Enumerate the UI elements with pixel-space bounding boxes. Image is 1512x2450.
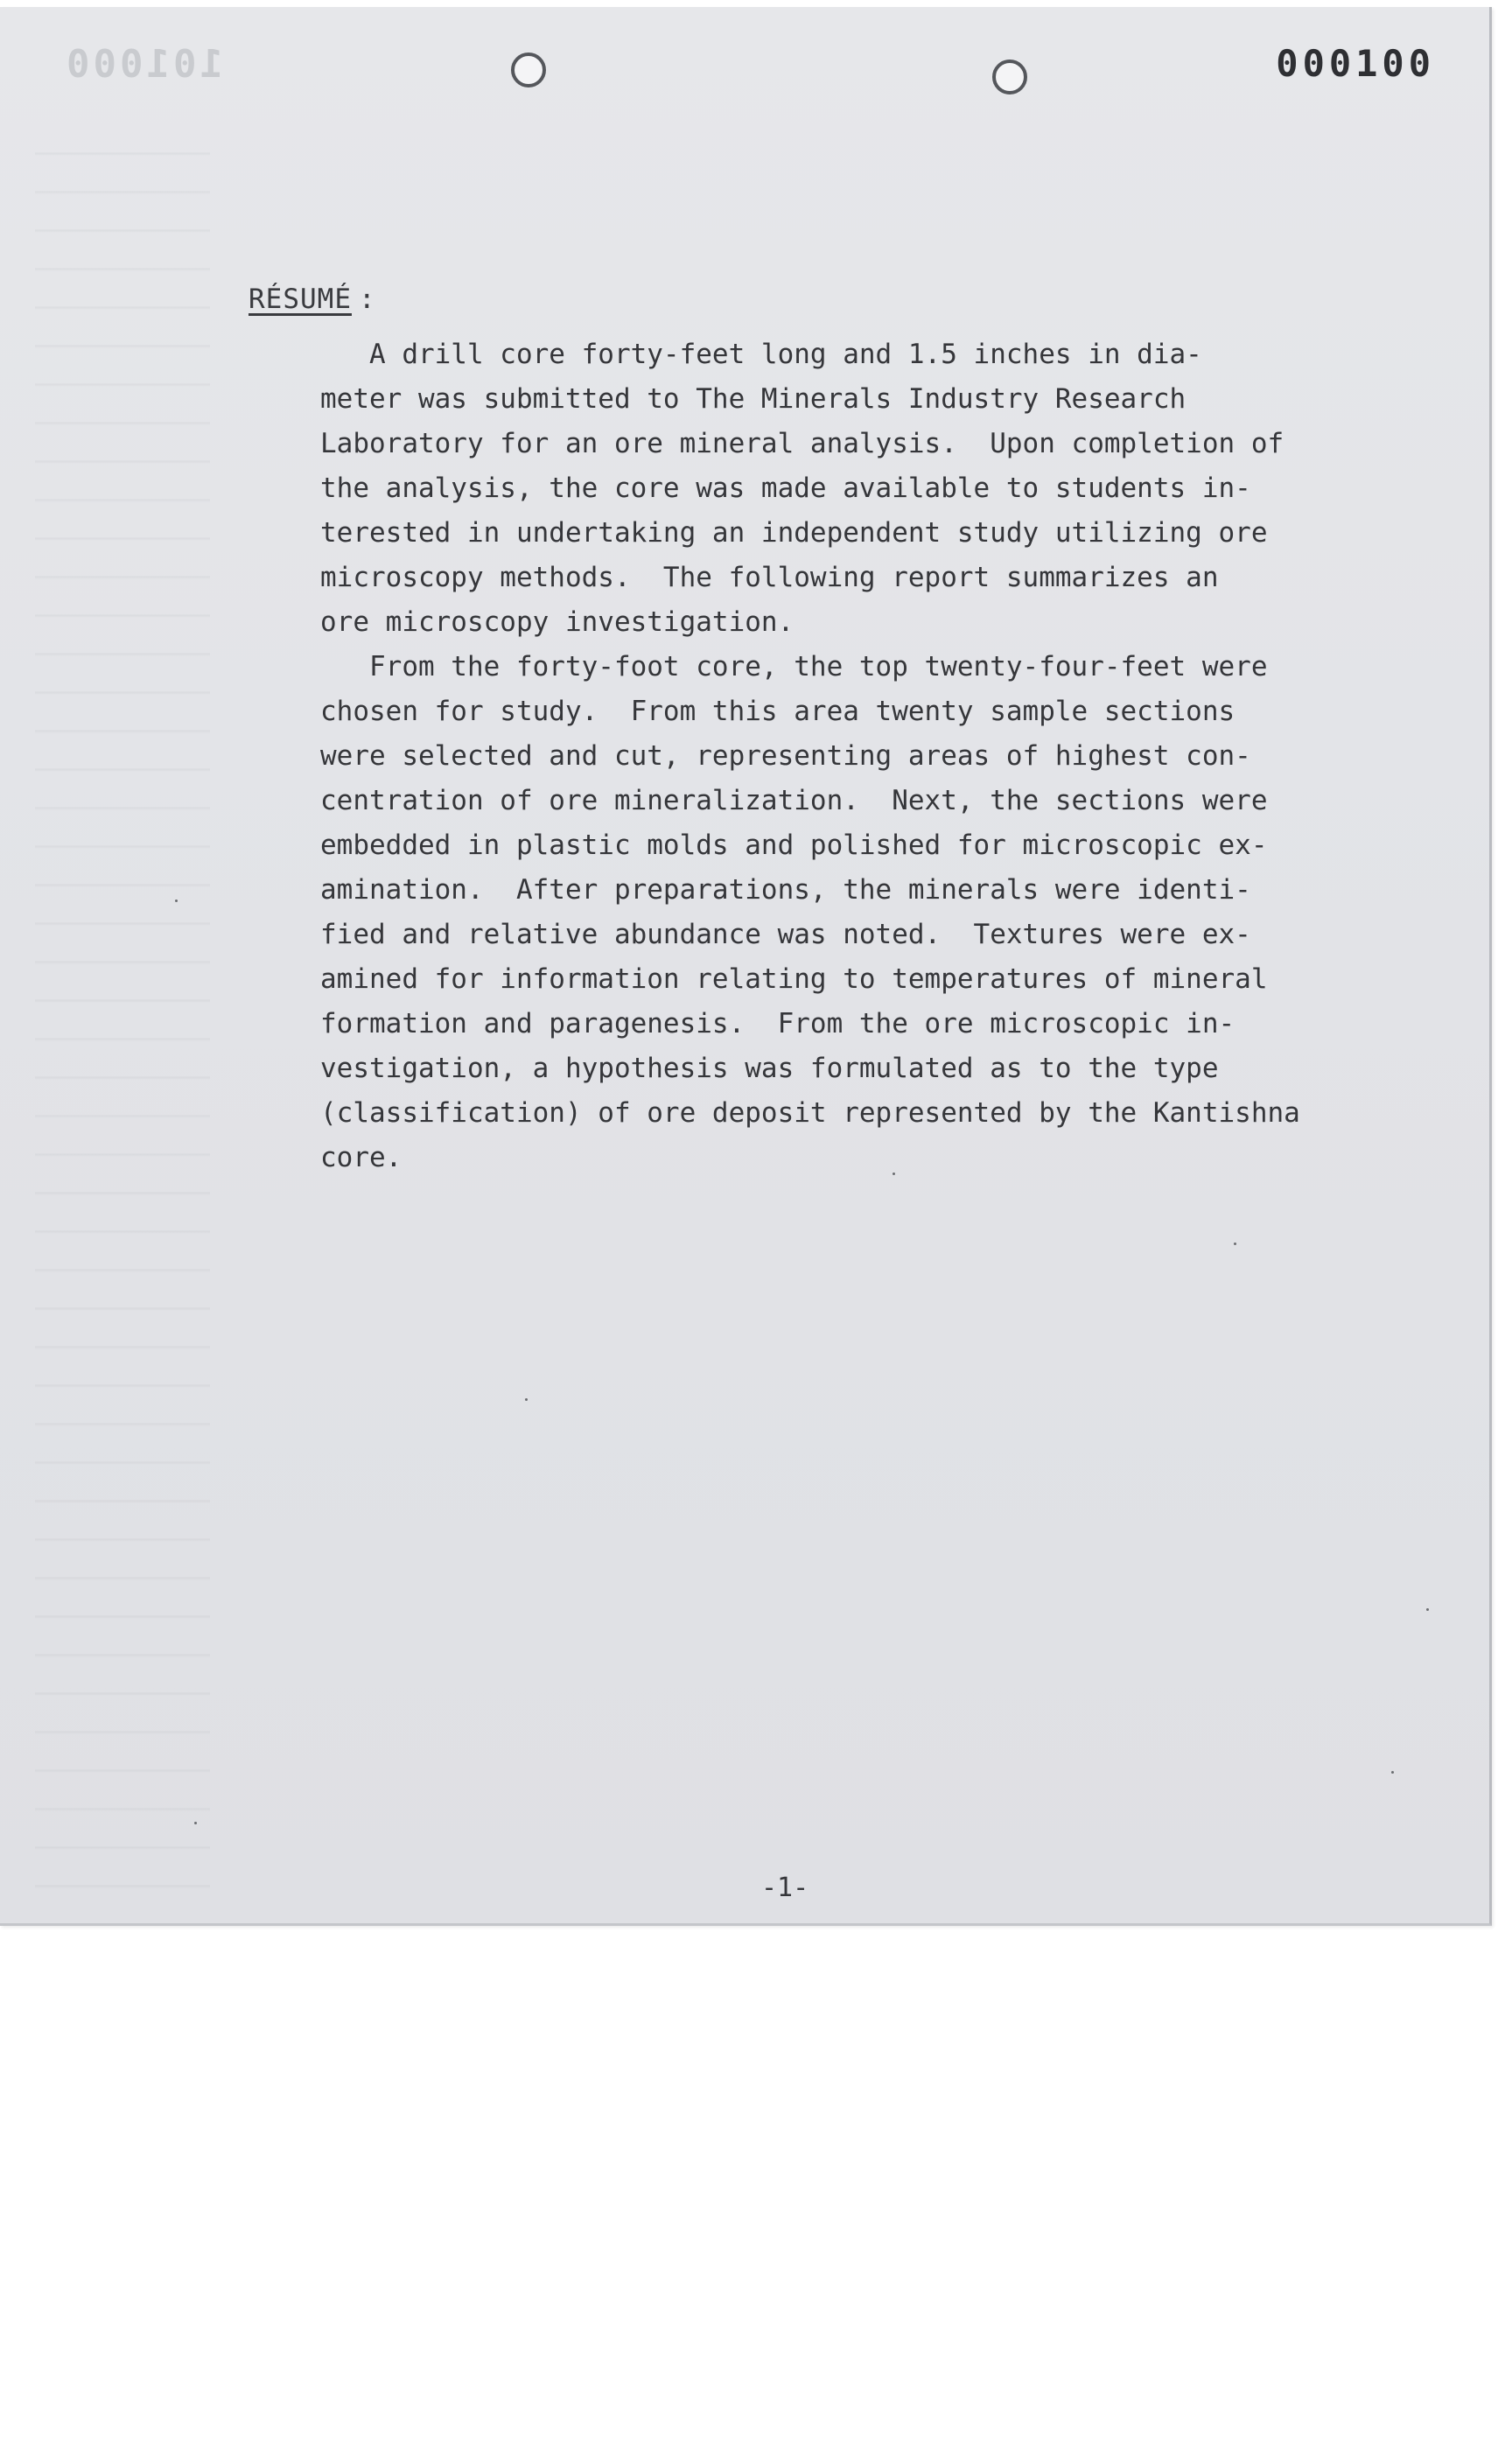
paper-speck bbox=[1426, 1608, 1429, 1611]
paragraph-1 bbox=[320, 332, 1414, 645]
text-line: core. bbox=[320, 1142, 402, 1173]
punch-hole-left bbox=[511, 52, 546, 88]
text-line: the analysis, the core was made available to students in- bbox=[320, 472, 1251, 504]
text-line: amined for information relating to temperatures of mineral bbox=[320, 963, 1268, 995]
section-heading: RÉSUMÉ bbox=[248, 284, 352, 315]
text-line: vestigation, a hypothesis was formulated as to the type bbox=[320, 1053, 1219, 1084]
document-number: 000100 bbox=[1276, 42, 1435, 85]
text-line: (classification) of ore deposit represented by the Kantishna bbox=[320, 1097, 1300, 1129]
paper-speck bbox=[175, 900, 178, 902]
text-line: fied and relative abundance was noted. Textures were ex- bbox=[320, 919, 1251, 950]
text-line: terested in undertaking an independent study utilizing ore bbox=[320, 517, 1268, 549]
paragraph-2 bbox=[320, 645, 1414, 1180]
paper-speck bbox=[1234, 1242, 1236, 1245]
bleed-through-number: 101000 bbox=[63, 42, 223, 87]
text-line: centration of ore mineralization. Next, the sections were bbox=[320, 785, 1268, 816]
text-line: From the forty-foot core, the top twenty-four-feet were bbox=[320, 651, 1268, 682]
text-line: ore microscopy investigation. bbox=[320, 606, 794, 638]
resume-body bbox=[320, 332, 1414, 1180]
section-heading-colon: : bbox=[359, 284, 375, 315]
text-line: microscopy methods. The following report summarizes an bbox=[320, 562, 1219, 593]
text-line: amination. After preparations, the minerals were identi- bbox=[320, 874, 1251, 906]
text-line: meter was submitted to The Minerals Industry Research bbox=[320, 383, 1186, 415]
text-line: embedded in plastic molds and polished for microscopic ex- bbox=[320, 830, 1268, 861]
page-number: -1- bbox=[761, 1872, 809, 1903]
text-line: were selected and cut, representing areas of highest con- bbox=[320, 740, 1251, 772]
text-line: chosen for study. From this area twenty sample sections bbox=[320, 696, 1236, 727]
text-line: formation and paragenesis. From the ore microscopic in- bbox=[320, 1008, 1236, 1040]
punch-hole-right bbox=[992, 60, 1027, 94]
document-page bbox=[0, 7, 1492, 1926]
paper-speck bbox=[525, 1398, 528, 1401]
text-line: A drill core forty-feet long and 1.5 inches in dia- bbox=[320, 339, 1202, 370]
paper-speck bbox=[1391, 1771, 1394, 1774]
paper-speck bbox=[194, 1822, 197, 1824]
bleed-through-margin bbox=[35, 130, 210, 1914]
text-line: Laboratory for an ore mineral analysis. Upon completion of bbox=[320, 428, 1284, 459]
paper-speck bbox=[892, 1172, 895, 1175]
